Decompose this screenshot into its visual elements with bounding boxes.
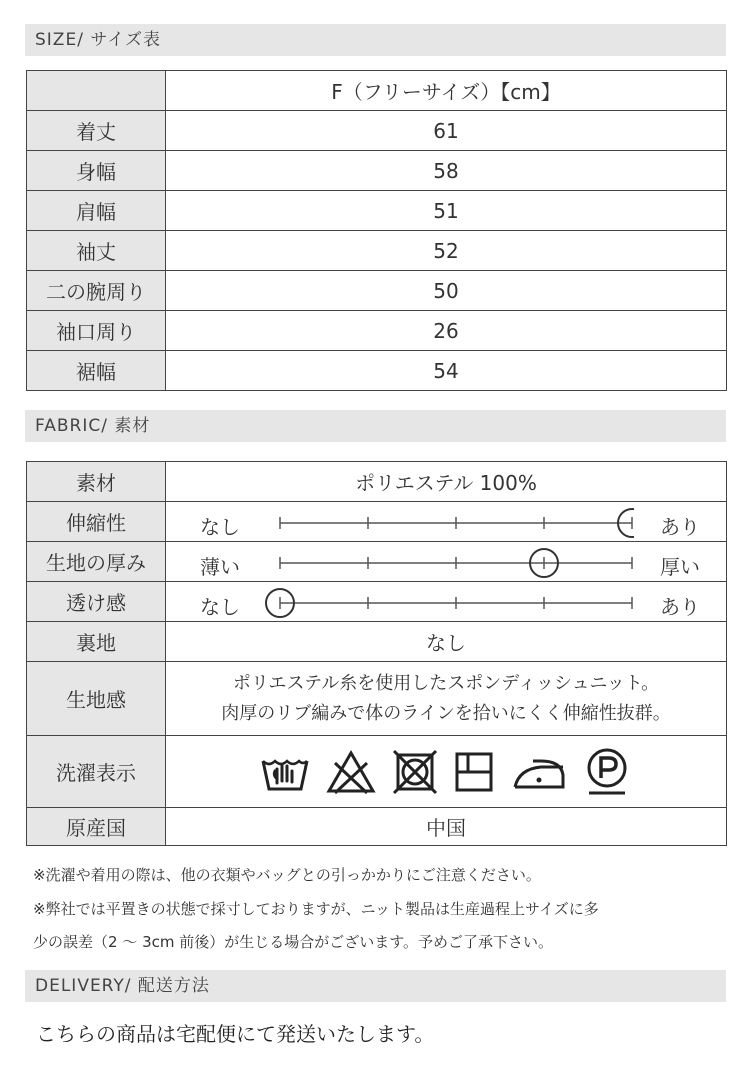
dry-clean-p-icon <box>581 747 633 797</box>
fabric-feel-line2: 肉厚のリブ編みで体のラインを拾いにくく伸縮性抜群。 <box>221 702 671 724</box>
table-row <box>27 542 727 582</box>
fabric-section-header: FABRIC/ 素材 <box>25 410 726 442</box>
scale-track <box>264 507 634 539</box>
size-corner-cell <box>27 71 166 111</box>
row-label: 二の腕周り <box>27 271 166 311</box>
table-row <box>27 808 727 846</box>
row-value: 54 <box>166 351 727 391</box>
sheerness-scale <box>166 583 726 621</box>
size-table <box>26 70 727 391</box>
hand-wash-icon <box>259 749 311 795</box>
stretch-label: 伸縮性 <box>27 502 166 542</box>
origin-label: 原産国 <box>27 808 166 846</box>
row-value: 50 <box>166 271 727 311</box>
table-row <box>27 191 727 231</box>
scale-left-label: なし <box>200 594 240 619</box>
thickness-label: 生地の厚み <box>27 542 166 582</box>
no-bleach-icon <box>325 749 377 795</box>
delivery-text: こちらの商品は宅配便にて発送いたします。 <box>36 1022 435 1046</box>
table-row <box>27 622 727 662</box>
origin-value: 中国 <box>166 808 727 846</box>
table-row <box>27 231 727 271</box>
table-row <box>27 111 727 151</box>
delivery-section-header: DELIVERY/ 配送方法 <box>25 970 726 1002</box>
fabric-table <box>26 461 727 846</box>
scale-left-label: 薄い <box>200 554 240 579</box>
table-row <box>27 151 727 191</box>
fabric-feel-label: 生地感 <box>27 662 166 736</box>
care-label: 洗濯表示 <box>27 736 166 808</box>
size-column-header: F（フリーサイズ）【cm】 <box>166 71 727 111</box>
row-label: 肩幅 <box>27 191 166 231</box>
row-value: 51 <box>166 191 727 231</box>
note-measurement-2: 少の誤差（2 ～ 3cm 前後）が生じる場合がございます。予めご了承下さい。 <box>33 933 554 951</box>
sheerness-label: 透け感 <box>27 582 166 622</box>
scale-right-label: 厚い <box>660 554 700 579</box>
table-row <box>27 351 727 391</box>
thickness-scale <box>166 543 726 581</box>
scale-right-label: あり <box>660 514 700 539</box>
row-value: 61 <box>166 111 727 151</box>
scale-track <box>264 587 634 619</box>
no-tumble-dry-icon <box>392 749 438 795</box>
scale-track <box>264 547 634 579</box>
material-value: ポリエステル 100% <box>166 462 727 502</box>
table-row <box>27 462 727 502</box>
stretch-scale <box>166 503 726 541</box>
row-label: 袖丈 <box>27 231 166 271</box>
table-row <box>27 736 727 808</box>
row-label: 着丈 <box>27 111 166 151</box>
table-row <box>27 662 727 736</box>
table-row <box>27 502 727 542</box>
scale-left-label: なし <box>200 514 240 539</box>
care-symbols <box>166 736 727 808</box>
material-label: 素材 <box>27 462 166 502</box>
row-label: 裾幅 <box>27 351 166 391</box>
table-row <box>27 582 727 622</box>
table-row <box>27 271 727 311</box>
row-value: 26 <box>166 311 727 351</box>
scale-right-label: あり <box>660 594 700 619</box>
flat-dry-icon <box>452 749 496 795</box>
size-section-header: SIZE/ サイズ表 <box>25 24 726 56</box>
row-value: 52 <box>166 231 727 271</box>
note-caution: ※洗濯や着用の際は、他の衣類やバッグとの引っかかりにご注意ください。 <box>33 866 541 884</box>
note-measurement-1: ※弊社では平置きの状態で採寸しておりますが、ニット製品は生産過程上サイズに多 <box>33 900 599 918</box>
row-value: 58 <box>166 151 727 191</box>
low-iron-icon <box>511 749 567 795</box>
row-label: 身幅 <box>27 151 166 191</box>
row-label: 袖口周り <box>27 311 166 351</box>
lining-value: なし <box>166 622 727 662</box>
table-row <box>27 311 727 351</box>
lining-label: 裏地 <box>27 622 166 662</box>
fabric-feel-line1: ポリエステル糸を使用したスポンディッシュニット。 <box>232 672 660 694</box>
